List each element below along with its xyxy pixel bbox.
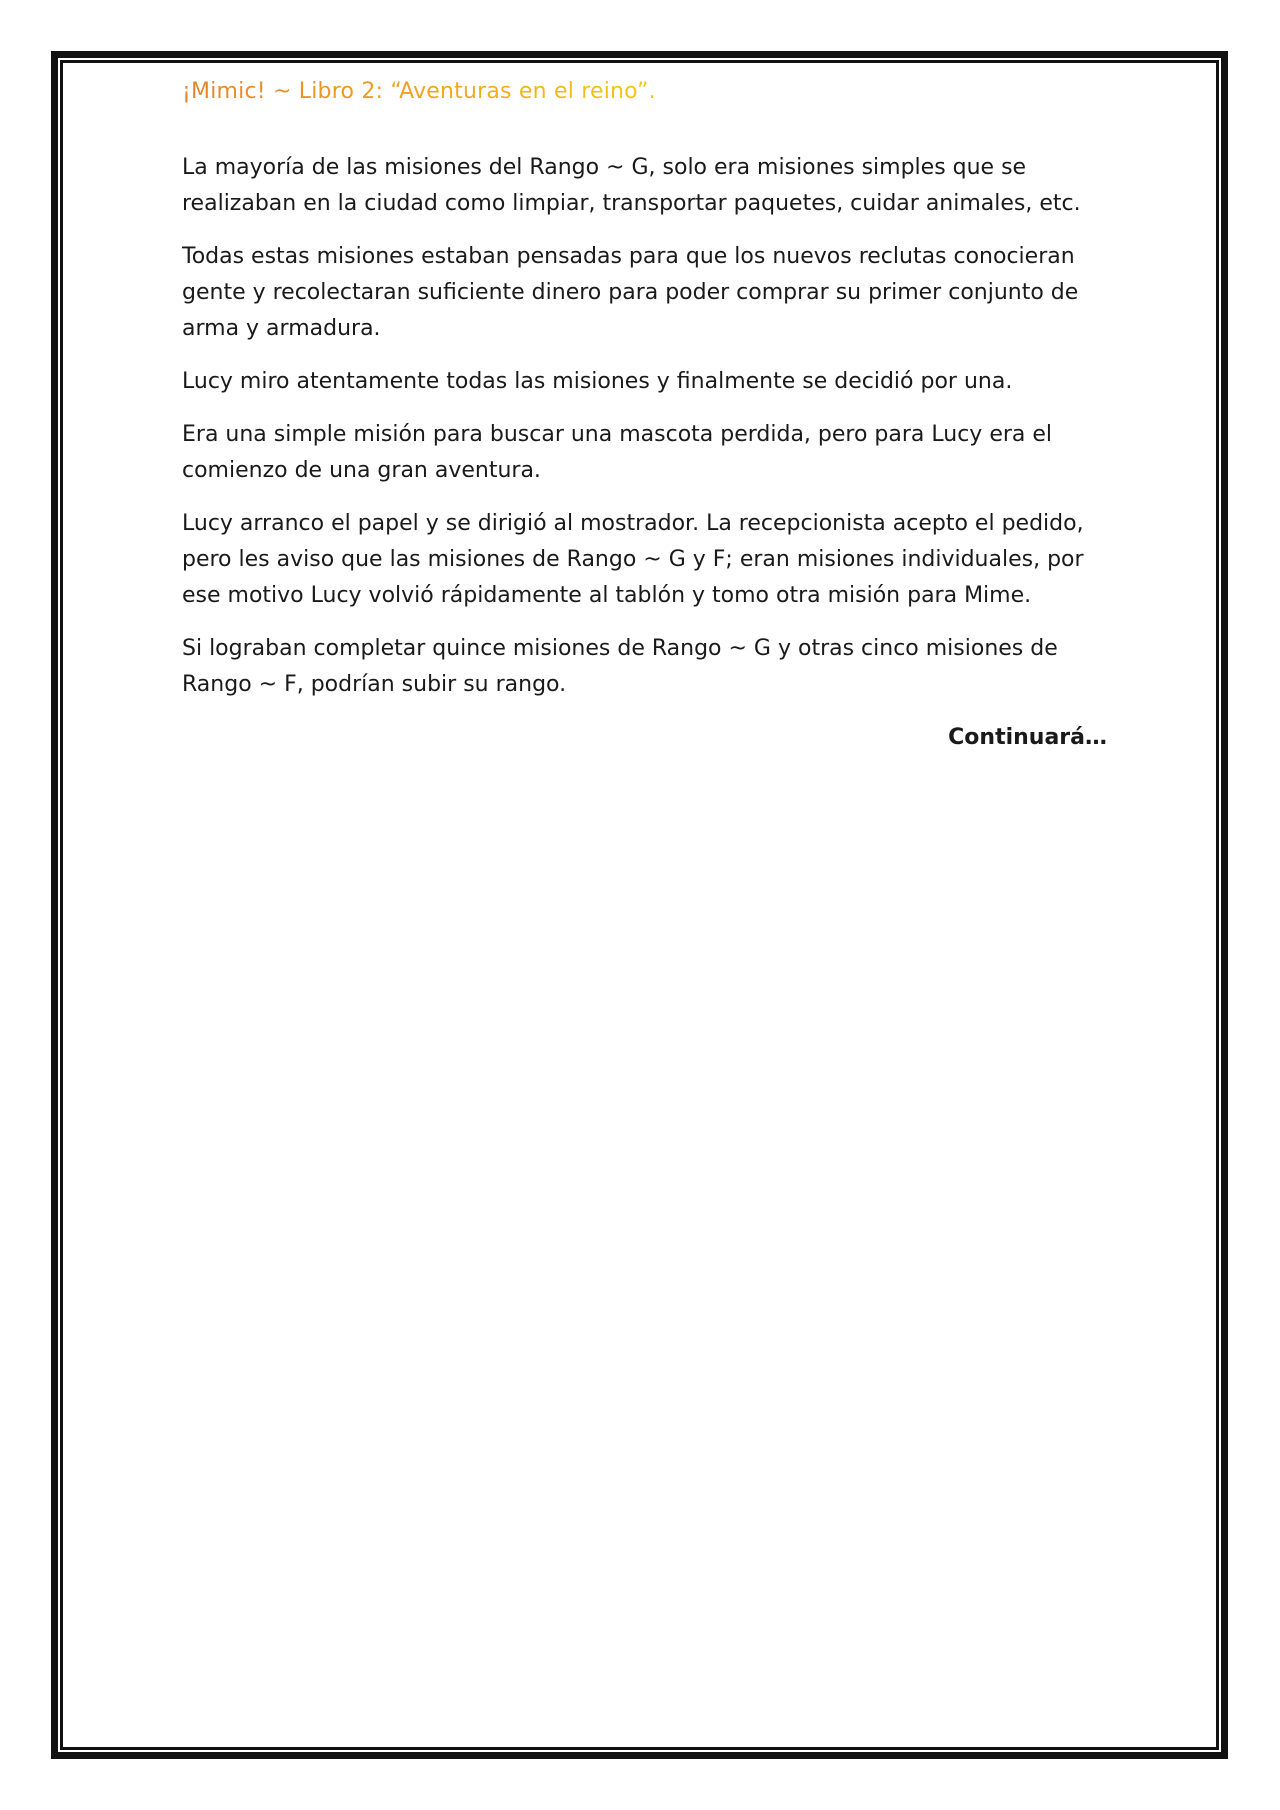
running-header-title: ¡Mimic! ~ Libro 2: “Aventuras en el reino”. (182, 72, 656, 112)
paragraph: La mayoría de las misiones del Rango ~ G, solo era misiones simples que se realizaban en la ciudad como limpiar, transportar paquetes, cuidar animales, etc. (182, 155, 1081, 216)
paragraph: Todas estas misiones estaban pensadas para que los nuevos reclutas conocieran gente y recolectaran suficiente dinero para poder comprar su primer conjunto de arma y armadura. (182, 244, 1079, 341)
to-be-continued-text: Continuará… (948, 725, 1107, 750)
paragraph: Lucy arranco el papel y se dirigió al mostrador. La recepcionista acepto el pedido, pero les aviso que las misiones de Rango ~ G y F; eran misiones individuales, por ese motivo Lucy volvió rápidamente al tablón y tomo otra misión para Mime. (182, 511, 1084, 608)
paragraph: Lucy miro atentamente todas las misiones y finalmente se decidió por una. (182, 369, 1013, 394)
document-body (182, 72, 1107, 756)
paragraph: Si lograban completar quince misiones de Rango ~ G y otras cinco misiones de Rango ~ F, podrían subir su rango. (182, 636, 1058, 697)
paragraph: Era una simple misión para buscar una mascota perdida, pero para Lucy era el comienzo de una gran aventura. (182, 422, 1053, 483)
